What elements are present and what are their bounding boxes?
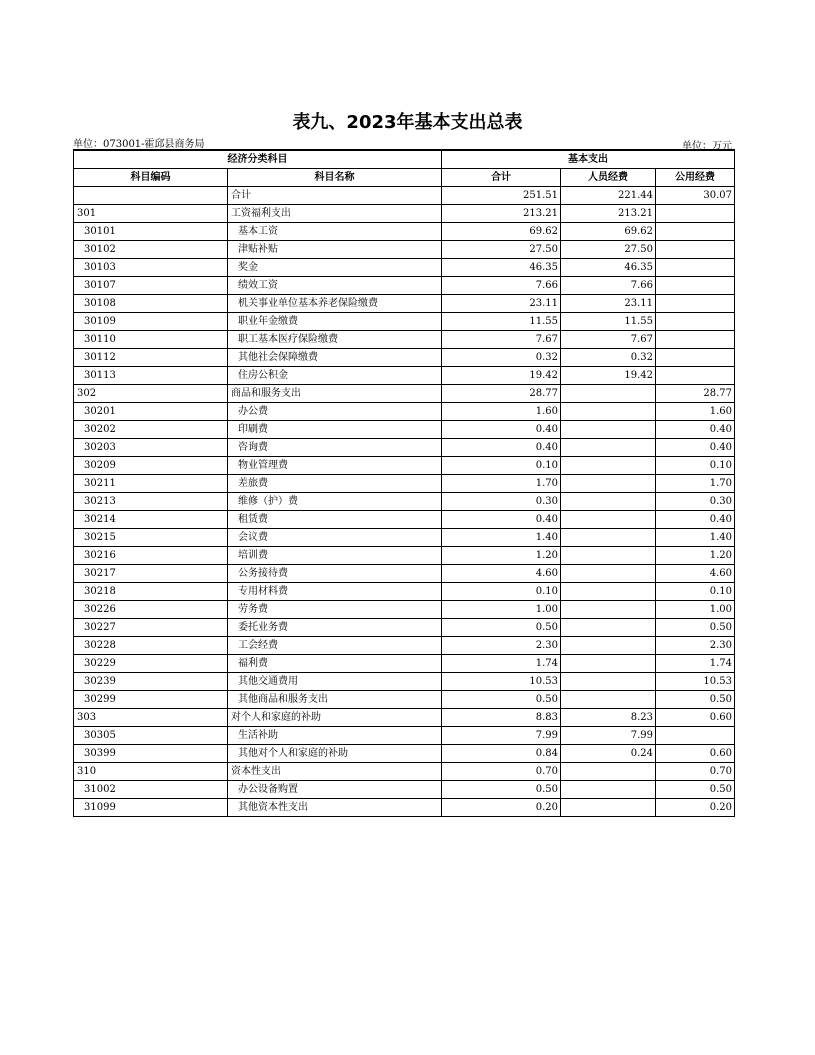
cell-public <box>656 223 735 241</box>
cell-total: 0.40 <box>442 421 561 439</box>
cell-public <box>656 313 735 331</box>
cell-total: 0.40 <box>442 511 561 529</box>
cell-name: 生活补助 <box>228 727 442 745</box>
table-row <box>74 691 735 709</box>
cell-code: 30218 <box>74 583 228 601</box>
cell-name: 津贴补贴 <box>228 241 442 259</box>
cell-name: 其他交通费用 <box>228 673 442 691</box>
page-title: 表九、2023年基本支出总表 <box>292 112 523 133</box>
cell-code: 30203 <box>74 439 228 457</box>
table-row <box>74 259 735 277</box>
cell-personnel <box>561 691 656 709</box>
table-row <box>74 313 735 331</box>
cell-total: 27.50 <box>442 241 561 259</box>
cell-total: 1.60 <box>442 403 561 421</box>
cell-total: 7.99 <box>442 727 561 745</box>
currency-unit-label: 单位：万元 <box>682 141 732 152</box>
table-row <box>74 601 735 619</box>
table-row <box>74 583 735 601</box>
cell-public <box>656 331 735 349</box>
cell-public <box>656 295 735 313</box>
cell-name: 委托业务费 <box>228 619 442 637</box>
cell-code: 30217 <box>74 565 228 583</box>
cell-name: 福利费 <box>228 655 442 673</box>
cell-total: 1.20 <box>442 547 561 565</box>
cell-personnel: 46.35 <box>561 259 656 277</box>
cell-total: 7.67 <box>442 331 561 349</box>
cell-code: 30101 <box>74 223 228 241</box>
cell-personnel <box>561 763 656 781</box>
cell-public: 0.50 <box>656 781 735 799</box>
cell-name: 住房公积金 <box>228 367 442 385</box>
table-row <box>74 241 735 259</box>
cell-personnel: 8.23 <box>561 709 656 727</box>
cell-code: 30228 <box>74 637 228 655</box>
header-total: 合计 <box>442 169 561 187</box>
cell-code: 30113 <box>74 367 228 385</box>
cell-public: 0.60 <box>656 709 735 727</box>
cell-code: 30227 <box>74 619 228 637</box>
table-row <box>74 547 735 565</box>
cell-total: 1.74 <box>442 655 561 673</box>
cell-code: 30215 <box>74 529 228 547</box>
cell-code: 30229 <box>74 655 228 673</box>
cell-code: 30239 <box>74 673 228 691</box>
table-row <box>74 763 735 781</box>
cell-total: 69.62 <box>442 223 561 241</box>
cell-public: 1.70 <box>656 475 735 493</box>
table-row <box>74 493 735 511</box>
cell-name: 专用材料费 <box>228 583 442 601</box>
table-row <box>74 637 735 655</box>
cell-personnel <box>561 529 656 547</box>
cell-total: 0.10 <box>442 457 561 475</box>
cell-total: 0.50 <box>442 691 561 709</box>
cell-personnel <box>561 403 656 421</box>
cell-name: 合计 <box>228 187 442 205</box>
cell-public: 0.70 <box>656 763 735 781</box>
cell-total: 0.30 <box>442 493 561 511</box>
basic-expenditure-table <box>73 149 735 817</box>
cell-code: 30214 <box>74 511 228 529</box>
table-row <box>74 511 735 529</box>
cell-total: 2.30 <box>442 637 561 655</box>
cell-personnel <box>561 475 656 493</box>
table-row <box>74 619 735 637</box>
cell-total: 11.55 <box>442 313 561 331</box>
table-row <box>74 439 735 457</box>
cell-name: 对个人和家庭的补助 <box>228 709 442 727</box>
header-personnel: 人员经费 <box>561 169 656 187</box>
cell-public <box>656 727 735 745</box>
cell-public: 0.60 <box>656 745 735 763</box>
cell-total: 0.10 <box>442 583 561 601</box>
cell-name: 会议费 <box>228 529 442 547</box>
cell-name: 物业管理费 <box>228 457 442 475</box>
cell-personnel: 27.50 <box>561 241 656 259</box>
cell-code: 30209 <box>74 457 228 475</box>
cell-code: 30216 <box>74 547 228 565</box>
cell-name: 其他资本性支出 <box>228 799 442 817</box>
table-row <box>74 799 735 817</box>
cell-name: 工会经费 <box>228 637 442 655</box>
table-row <box>74 745 735 763</box>
cell-total: 28.77 <box>442 385 561 403</box>
cell-public: 2.30 <box>656 637 735 655</box>
cell-public: 30.07 <box>656 187 735 205</box>
cell-total: 7.66 <box>442 277 561 295</box>
cell-name: 职业年金缴费 <box>228 313 442 331</box>
cell-total: 23.11 <box>442 295 561 313</box>
table-row <box>74 475 735 493</box>
cell-name: 差旅费 <box>228 475 442 493</box>
cell-personnel <box>561 799 656 817</box>
cell-name: 租赁费 <box>228 511 442 529</box>
header-economic-classification: 经济分类科目 <box>74 150 442 169</box>
cell-public: 0.40 <box>656 511 735 529</box>
cell-code: 30399 <box>74 745 228 763</box>
cell-code: 30202 <box>74 421 228 439</box>
cell-public: 28.77 <box>656 385 735 403</box>
cell-total: 1.40 <box>442 529 561 547</box>
cell-name: 其他社会保障缴费 <box>228 349 442 367</box>
table-row <box>74 709 735 727</box>
cell-personnel <box>561 457 656 475</box>
cell-total: 10.53 <box>442 673 561 691</box>
cell-personnel: 11.55 <box>561 313 656 331</box>
cell-total: 0.40 <box>442 439 561 457</box>
cell-code: 30211 <box>74 475 228 493</box>
cell-code: 31002 <box>74 781 228 799</box>
cell-code: 303 <box>74 709 228 727</box>
table-row <box>74 277 735 295</box>
cell-total: 19.42 <box>442 367 561 385</box>
cell-name: 商品和服务支出 <box>228 385 442 403</box>
table-row <box>74 727 735 745</box>
cell-code: 30226 <box>74 601 228 619</box>
cell-code: 30107 <box>74 277 228 295</box>
cell-public <box>656 277 735 295</box>
table-row <box>74 385 735 403</box>
table-row <box>74 655 735 673</box>
cell-name: 基本工资 <box>228 223 442 241</box>
cell-personnel <box>561 655 656 673</box>
unit-label: 单位：073001-霍邱县商务局 <box>73 139 205 150</box>
table-row <box>74 457 735 475</box>
cell-code: 31099 <box>74 799 228 817</box>
cell-name: 劳务费 <box>228 601 442 619</box>
cell-personnel: 0.32 <box>561 349 656 367</box>
table-row <box>74 421 735 439</box>
header-group-row <box>74 150 735 169</box>
cell-name: 资本性支出 <box>228 763 442 781</box>
cell-personnel: 221.44 <box>561 187 656 205</box>
table-row <box>74 781 735 799</box>
table-row <box>74 349 735 367</box>
header-column-row <box>74 169 735 187</box>
cell-code: 30109 <box>74 313 228 331</box>
cell-code: 301 <box>74 205 228 223</box>
cell-personnel: 213.21 <box>561 205 656 223</box>
cell-name: 机关事业单位基本养老保险缴费 <box>228 295 442 313</box>
cell-name: 奖金 <box>228 259 442 277</box>
header-public: 公用经费 <box>656 169 735 187</box>
cell-total: 0.32 <box>442 349 561 367</box>
cell-personnel <box>561 511 656 529</box>
table-row <box>74 331 735 349</box>
cell-name: 咨询费 <box>228 439 442 457</box>
table-body <box>74 187 735 817</box>
cell-total: 8.83 <box>442 709 561 727</box>
cell-public <box>656 205 735 223</box>
table-row <box>74 187 735 205</box>
cell-public: 1.00 <box>656 601 735 619</box>
cell-public <box>656 259 735 277</box>
cell-personnel <box>561 439 656 457</box>
cell-personnel <box>561 781 656 799</box>
cell-personnel: 23.11 <box>561 295 656 313</box>
table-row <box>74 223 735 241</box>
cell-public: 0.50 <box>656 619 735 637</box>
cell-personnel <box>561 421 656 439</box>
cell-name: 办公设备购置 <box>228 781 442 799</box>
cell-public: 0.10 <box>656 583 735 601</box>
cell-public: 0.40 <box>656 421 735 439</box>
cell-public: 0.50 <box>656 691 735 709</box>
cell-public <box>656 367 735 385</box>
table-row <box>74 565 735 583</box>
cell-total: 0.50 <box>442 781 561 799</box>
cell-personnel: 7.66 <box>561 277 656 295</box>
cell-code: 302 <box>74 385 228 403</box>
cell-total: 4.60 <box>442 565 561 583</box>
cell-public: 4.60 <box>656 565 735 583</box>
cell-personnel <box>561 385 656 403</box>
cell-public: 1.74 <box>656 655 735 673</box>
cell-name: 绩效工资 <box>228 277 442 295</box>
cell-total: 1.00 <box>442 601 561 619</box>
cell-code: 30299 <box>74 691 228 709</box>
cell-code: 30305 <box>74 727 228 745</box>
cell-personnel <box>561 619 656 637</box>
cell-name: 办公费 <box>228 403 442 421</box>
header-name: 科目名称 <box>228 169 442 187</box>
cell-code: 30102 <box>74 241 228 259</box>
cell-total: 1.70 <box>442 475 561 493</box>
cell-public: 0.20 <box>656 799 735 817</box>
cell-public: 1.20 <box>656 547 735 565</box>
cell-code: 30103 <box>74 259 228 277</box>
cell-name: 培训费 <box>228 547 442 565</box>
cell-public <box>656 241 735 259</box>
cell-total: 0.84 <box>442 745 561 763</box>
cell-code: 30110 <box>74 331 228 349</box>
cell-name: 职工基本医疗保险缴费 <box>228 331 442 349</box>
cell-personnel: 69.62 <box>561 223 656 241</box>
cell-public: 10.53 <box>656 673 735 691</box>
cell-total: 213.21 <box>442 205 561 223</box>
cell-personnel <box>561 565 656 583</box>
cell-public: 1.60 <box>656 403 735 421</box>
cell-code: 30201 <box>74 403 228 421</box>
cell-personnel <box>561 673 656 691</box>
cell-public: 0.10 <box>656 457 735 475</box>
cell-personnel: 7.99 <box>561 727 656 745</box>
table-row <box>74 529 735 547</box>
cell-total: 0.70 <box>442 763 561 781</box>
cell-name: 印刷费 <box>228 421 442 439</box>
cell-name: 其他商品和服务支出 <box>228 691 442 709</box>
cell-name: 工资福利支出 <box>228 205 442 223</box>
cell-total: 0.20 <box>442 799 561 817</box>
cell-total: 0.50 <box>442 619 561 637</box>
cell-public: 1.40 <box>656 529 735 547</box>
cell-personnel: 19.42 <box>561 367 656 385</box>
cell-personnel <box>561 637 656 655</box>
cell-name: 公务接待费 <box>228 565 442 583</box>
cell-personnel <box>561 547 656 565</box>
header-code: 科目编码 <box>74 169 228 187</box>
cell-code: 310 <box>74 763 228 781</box>
table-row <box>74 205 735 223</box>
cell-personnel <box>561 493 656 511</box>
cell-public: 0.30 <box>656 493 735 511</box>
cell-public <box>656 349 735 367</box>
cell-personnel <box>561 583 656 601</box>
cell-name: 其他对个人和家庭的补助 <box>228 745 442 763</box>
table-row <box>74 367 735 385</box>
table-row <box>74 403 735 421</box>
cell-total: 251.51 <box>442 187 561 205</box>
table-row <box>74 673 735 691</box>
cell-code: 30213 <box>74 493 228 511</box>
cell-code: 30112 <box>74 349 228 367</box>
cell-total: 46.35 <box>442 259 561 277</box>
cell-personnel: 7.67 <box>561 331 656 349</box>
cell-personnel: 0.24 <box>561 745 656 763</box>
table-row <box>74 295 735 313</box>
cell-name: 维修（护）费 <box>228 493 442 511</box>
header-basic-expenditure: 基本支出 <box>442 150 735 169</box>
cell-personnel <box>561 601 656 619</box>
cell-code <box>74 187 228 205</box>
cell-public: 0.40 <box>656 439 735 457</box>
cell-code: 30108 <box>74 295 228 313</box>
